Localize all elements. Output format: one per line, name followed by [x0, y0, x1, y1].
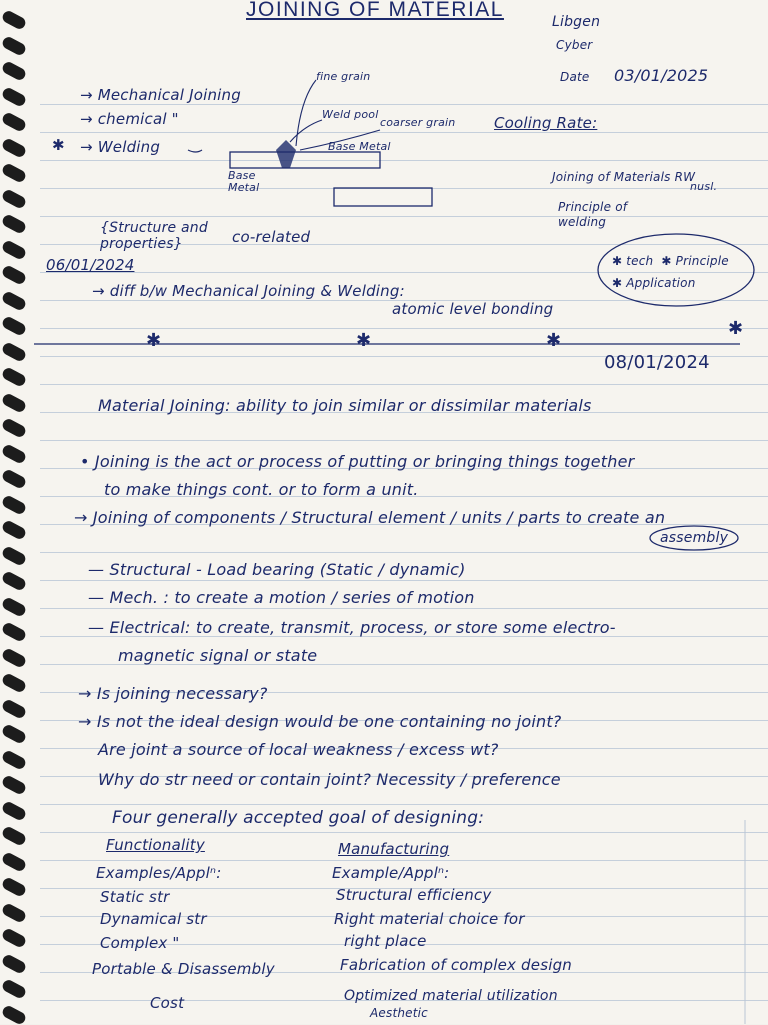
joining-type-chemical: → chemical " [80, 110, 179, 128]
mech-motion: — Mech. : to create a motion / series of motion [88, 588, 475, 607]
question-joint-weakness: Are joint a source of local weakness / excess wt? [98, 740, 499, 759]
col-functionality: Functionality [106, 836, 205, 854]
joining-type-welding: → Welding [80, 138, 161, 156]
date-label: Date [560, 70, 590, 84]
assembly-word: assembly [660, 530, 729, 546]
manufacturing-item-2: Structural efficiency [336, 886, 492, 904]
question-why-joint: Why do str need or contain joint? Necessity / preference [98, 770, 561, 789]
page-title: JOINING OF MATERIAL [246, 0, 504, 21]
divider-star-3: ✱ [546, 330, 562, 351]
divider-star-2: ✱ [356, 330, 372, 351]
atomic-level-bonding: atomic level bonding [392, 300, 554, 318]
joining-note-2: nusl. [690, 180, 718, 193]
question-joining-necessary: → Is joining necessary? [78, 684, 268, 703]
joining-type-mechanical: → Mechanical Joining [80, 86, 241, 104]
author-name-bottom: Cyber [556, 38, 593, 52]
manufacturing-item-6: Optimized material utilization [344, 988, 558, 1004]
tech-principle-application: ✱ tech ✱ Principle ✱ Application [612, 254, 729, 290]
label-base-metal-right: Base Metal [328, 140, 391, 153]
functionality-item-1: Examples/Applⁿ: [96, 864, 222, 882]
author-name-top: Libgen [552, 14, 601, 30]
functionality-item-6: Cost [150, 994, 185, 1012]
four-goals-heading: Four generally accepted goal of designing: [112, 808, 485, 828]
principle-of-welding: Principle of welding [558, 200, 628, 229]
date-value: 03/01/2025 [614, 66, 709, 85]
electrical-line1: — Electrical: to create, transmit, process, or store some electro- [88, 618, 616, 637]
date-06-01: 06/01/2024 [46, 256, 135, 274]
bullet-joining-act-line2: to make things cont. or to form a unit. [104, 480, 419, 499]
label-fine-grain: fine grain [316, 70, 371, 83]
electrical-line2: magnetic signal or state [118, 646, 318, 665]
question-ideal-design: → Is not the ideal design would be one containing no joint? [78, 712, 562, 731]
divider-star-4: ✱ [728, 318, 744, 339]
manufacturing-item-3: Right material choice for [334, 910, 525, 928]
functionality-item-2: Static str [100, 888, 170, 906]
diff-mech-welding: → diff b/w Mechanical Joining & Welding: [92, 282, 405, 300]
manufacturing-item-7: Aesthetic [370, 1006, 428, 1020]
material-joining-definition: Material Joining: ability to join similar or dissimilar materials [98, 396, 592, 415]
star-mark: ✱ [52, 136, 65, 154]
col-manufacturing: Manufacturing [338, 840, 450, 858]
functionality-item-5: Portable & Disassembly [92, 960, 275, 978]
label-base-metal-left: Base Metal [228, 169, 260, 194]
functionality-item-3: Dynamical str [100, 910, 207, 928]
co-related: co-related [232, 228, 311, 246]
label-weld-pool: Weld pool [322, 108, 379, 121]
manufacturing-item-1: Example/Applⁿ: [332, 864, 450, 882]
structure-properties: {Structure and properties} [100, 220, 208, 252]
cooling-rate: Cooling Rate: [494, 114, 598, 132]
bullet-components: → Joining of components / Structural element / units / parts to create an [74, 508, 666, 527]
manufacturing-item-4: right place [344, 932, 427, 950]
label-coarse-grain: coarser grain [380, 116, 456, 129]
date-08-01: 08/01/2024 [604, 352, 710, 373]
structural-load-bearing: — Structural - Load bearing (Static / dynamic) [88, 560, 466, 579]
functionality-item-4: Complex " [100, 934, 180, 952]
manufacturing-item-5: Fabrication of complex design [340, 956, 573, 974]
divider-star-1: ✱ [146, 330, 162, 351]
bullet-joining-act-line1: • Joining is the act or process of putting or bringing things together [80, 452, 635, 471]
joining-note: Joining of Materials RW [552, 170, 696, 184]
